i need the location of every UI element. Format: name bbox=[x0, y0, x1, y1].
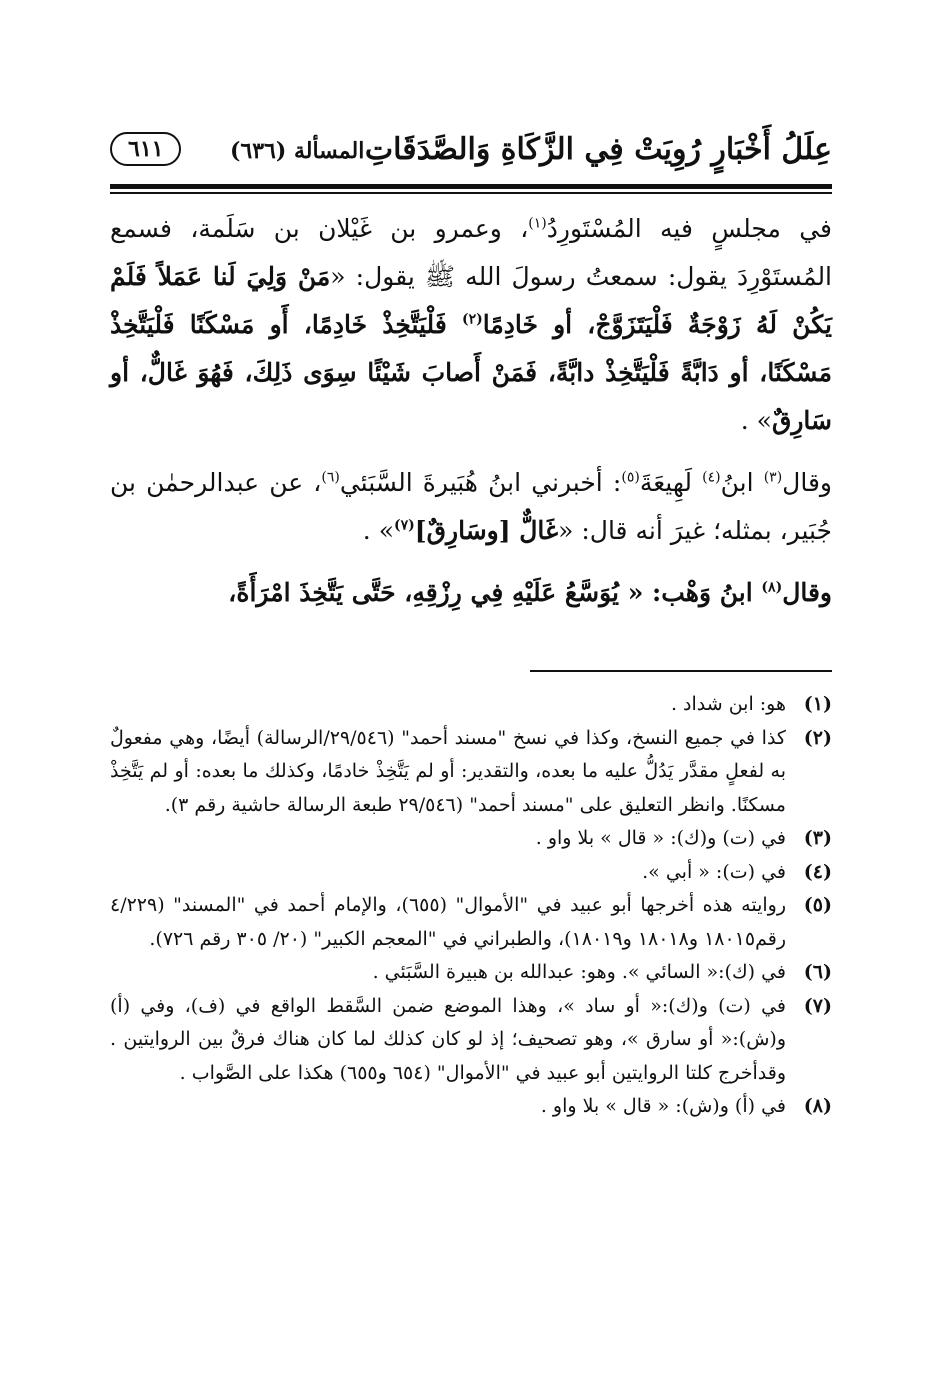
footnote-marker: (٥) bbox=[621, 469, 640, 486]
footnote-marker: (٧) bbox=[394, 517, 415, 534]
book-title: عِلَلُ أَخْبَارٍ رُوِيَتْ فِي الزَّكَاةِ وَالصَّدَقَاتِ bbox=[364, 132, 832, 167]
hadith-text: مَنْ وَلِيَ لَنا عَمَلاً فَلَمْ يَكُنْ لَهُ زَوْجَةٌ فَلْيَتَزَوَّجْ، أو خَادِمًا bbox=[110, 262, 832, 339]
paragraph-3 bbox=[110, 569, 832, 617]
footnote-number: (٥) bbox=[803, 894, 832, 916]
main-text bbox=[110, 205, 832, 617]
footnote-separator bbox=[530, 670, 832, 672]
footnote-text: في (أ) و(ش): « قال » بلا واو . bbox=[540, 1095, 786, 1117]
footnote bbox=[110, 822, 832, 856]
text-run: وقال bbox=[782, 578, 832, 607]
text-run: ابنُ وَهْب: « bbox=[618, 578, 762, 607]
footnote-text: كذا في جميع النسخ، وكذا في نسخ "مسند أحمد" (٢٩/٥٤٦/الرسالة) أيضًا، وهي مفعولٌ به لفعلٍ مقدَّر يَدُلُّ عليه ما بعده، والتقدير: أو لم يَتَّخِذْ خادمًا، وكذلك ما بعده: أو لم يَتَّخِذْ مسكنًا. وانظر التعليق على "مسند أحمد" (٢٩/٥٤٦ طبعة الرسالة حاشية رقم ٣). bbox=[110, 726, 786, 816]
page-header bbox=[110, 128, 832, 182]
footnote bbox=[110, 1090, 832, 1124]
footnote-number: (٨) bbox=[803, 1095, 832, 1117]
footnote-number: (٧) bbox=[803, 994, 832, 1017]
page-number: ٦١١ bbox=[110, 132, 181, 166]
text-run: : أخبرني ابنُ هُبَيرةَ السَّبَئي bbox=[339, 468, 622, 497]
hadith-text: فَلْيَتَّخِذْ خَادِمًا، أَو مَسْكَنًا فَلْيَتَّخِذْ مَسْكَنًا، أو دَابَّةً فَلْيَتَّخِذْ دابَّةً، فَمَنْ أَصابَ شَيْئًا سِوَى ذَلِكَ، فَهُوَ غَالٌّ، أو سَارِقٌ bbox=[110, 310, 832, 435]
text-run: ابنُ bbox=[720, 468, 764, 497]
text-run: » . bbox=[362, 516, 394, 545]
footnote bbox=[110, 722, 832, 823]
text-run: ، عن عبدالرحمٰن بن جُبَير، بمثله؛ غيرَ أنه قال: « bbox=[110, 468, 832, 545]
header-rule-thin bbox=[110, 192, 832, 194]
footnote-marker: (٦) bbox=[321, 469, 340, 486]
footnote bbox=[110, 856, 832, 890]
footnote-number: (٣) bbox=[803, 827, 832, 849]
footnote-number: (٤) bbox=[803, 860, 832, 883]
question-label: المسألة (٦٣٦) bbox=[230, 138, 365, 164]
footnote-text: في (ت): « أبي ». bbox=[642, 860, 786, 883]
hadith-text: غَالٌّ [وسَارِقٌ] bbox=[414, 516, 559, 545]
footnote bbox=[110, 990, 832, 1091]
footnote bbox=[110, 889, 832, 956]
paragraph-1 bbox=[110, 205, 832, 445]
hadith-text: يُوَسَّعُ عَلَيْهِ فِي رِزْقِهِ، حَتَّى يَتَّخِذَ امْرَأَةً، bbox=[228, 578, 619, 607]
paragraph-2 bbox=[110, 459, 832, 555]
footnote-marker: (٤) bbox=[702, 469, 721, 486]
text-run: » . bbox=[740, 406, 772, 435]
footnote-marker: (١) bbox=[528, 215, 547, 232]
footnote-text: في (ت) و(ك):« أو ساد »، وهذا الموضع ضمن السَّقط الواقع في (ف)، وفي (أ) و(ش):« أو سارق »، وهو تصحيف؛ إذ لو كان كذلك لما كان هناك فرقٌ بين الروايتين . وقدأخرج كلتا الروايتين أبو عبيد في "الأموال" (٦٥٤ و٦٥٥) هكذا على الصَّواب . bbox=[110, 994, 786, 1084]
header-rule-thick bbox=[110, 184, 832, 189]
text-run: لَهِيعَةَ bbox=[639, 468, 703, 497]
text-run: ، وعمرو بن غَيْلان بن سَلَمة، فسمع المُستَوْرِدَ يقول: سمعتُ رسولَ الله ﷺ يقول: « bbox=[110, 214, 833, 291]
footnotes bbox=[110, 688, 832, 1124]
text-run: في مجلسٍ فيه المُسْتَورِدُ bbox=[546, 214, 833, 243]
footnote-number: (١) bbox=[803, 693, 832, 715]
footnote-text: في (ك):« السائي ». وهو: عبدالله بن هبيرة السَّبَئي . bbox=[372, 961, 786, 983]
footnote-number: (٦) bbox=[803, 961, 832, 983]
footnote bbox=[110, 956, 832, 990]
footnote-marker: (٣) bbox=[763, 469, 783, 486]
footnote-marker: (٢) bbox=[461, 311, 483, 328]
footnote bbox=[110, 688, 832, 722]
footnote-text: هو: ابن شداد . bbox=[670, 693, 786, 715]
footnote-text: روايته هذه أخرجها أبو عبيد في "الأموال" (٦٥٥)، والإمام أحمد في "المسند" (٤/٢٢٩ رقم١٨٠١٥ و١٨٠١٨ و١٨٠١٩)، والطبراني في "المعجم الكبير" (٢٠/ ٣٠٥ رقم ٧٢٦). bbox=[110, 894, 786, 950]
text-run: وقال bbox=[782, 468, 832, 497]
footnote-number: (٢) bbox=[803, 726, 832, 749]
footnote-text: في (ت) و(ك): « قال » بلا واو . bbox=[535, 827, 786, 849]
footnote-marker: (٨) bbox=[761, 579, 783, 596]
